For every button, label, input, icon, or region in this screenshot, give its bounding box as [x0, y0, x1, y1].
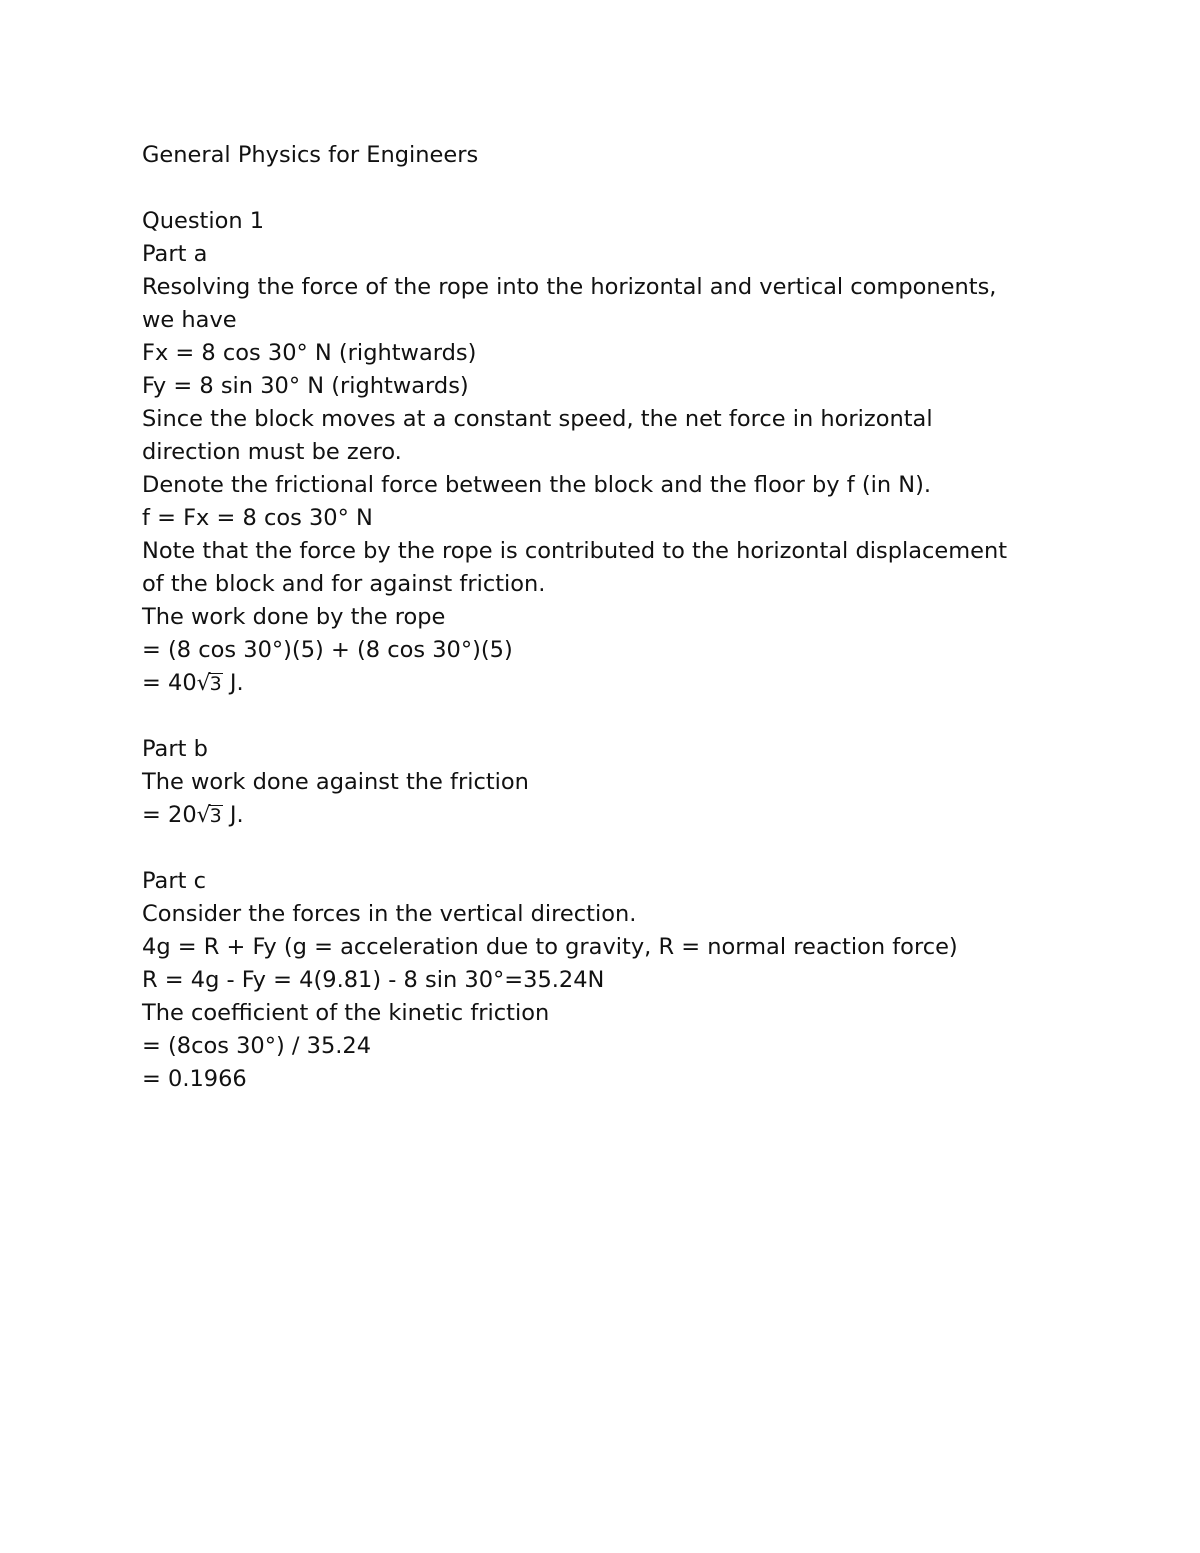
part-c-line-2: 4g = R + Fy (g = acceleration due to gravity, R = normal reaction force)	[142, 934, 958, 960]
part-a-line-2: we have	[142, 307, 237, 333]
part-a-line-5: Since the block moves at a constant speed, the net force in horizontal	[142, 406, 933, 432]
square-root-symbol	[197, 667, 223, 700]
part-c-line-3: R = 4g - Fy = 4(9.81) - 8 sin 30°=35.24N	[142, 967, 605, 993]
part-b-line-1: The work done against the friction	[142, 769, 529, 795]
part-c-line-6: = 0.1966	[142, 1066, 247, 1092]
part-c-line-1: Consider the forces in the vertical direction.	[142, 901, 637, 927]
part-a-result-prefix: = 40	[142, 670, 197, 696]
part-a-line-7: Denote the frictional force between the block and the floor by f (in N).	[142, 472, 932, 498]
radical-sign-icon: √	[196, 803, 211, 828]
part-b-result-unit: J.	[222, 802, 244, 828]
part-a-line-9: Note that the force by the rope is contributed to the horizontal displacement	[142, 538, 1008, 564]
square-root-symbol	[197, 799, 223, 832]
part-a-heading: Part a	[142, 241, 208, 267]
question-heading: Question 1	[142, 208, 265, 234]
part-a-line-13	[142, 667, 1072, 700]
part-a-line-1: Resolving the force of the rope into the horizontal and vertical components,	[142, 274, 997, 300]
part-a-line-12: = (8 cos 30°)(5) + (8 cos 30°)(5)	[142, 637, 513, 663]
radicand: 3	[209, 673, 222, 695]
part-b-heading: Part b	[142, 736, 208, 762]
part-a-line-11: The work done by the rope	[142, 604, 446, 630]
part-a-line-8: f = Fx = 8 cos 30° N	[142, 505, 373, 531]
part-b-line-2	[142, 799, 1072, 832]
document-title: General Physics for Engineers	[142, 142, 479, 168]
part-a-line-6: direction must be zero.	[142, 439, 402, 465]
part-c-line-5: = (8cos 30°) / 35.24	[142, 1033, 372, 1059]
part-c-heading: Part c	[142, 868, 206, 894]
radical-sign-icon: √	[196, 671, 211, 696]
part-a-line-4: Fy = 8 sin 30° N (rightwards)	[142, 373, 469, 399]
radicand: 3	[209, 805, 222, 827]
part-a-line-3: Fx = 8 cos 30° N (rightwards)	[142, 340, 477, 366]
document-page	[142, 139, 1072, 1096]
part-c-line-4: The coefficient of the kinetic friction	[142, 1000, 550, 1026]
part-b-result-prefix: = 20	[142, 802, 197, 828]
spacer	[142, 700, 1072, 733]
spacer	[142, 832, 1072, 865]
part-a-line-10: of the block and for against friction.	[142, 571, 546, 597]
part-a-result-unit: J.	[222, 670, 244, 696]
spacer	[142, 172, 1072, 205]
